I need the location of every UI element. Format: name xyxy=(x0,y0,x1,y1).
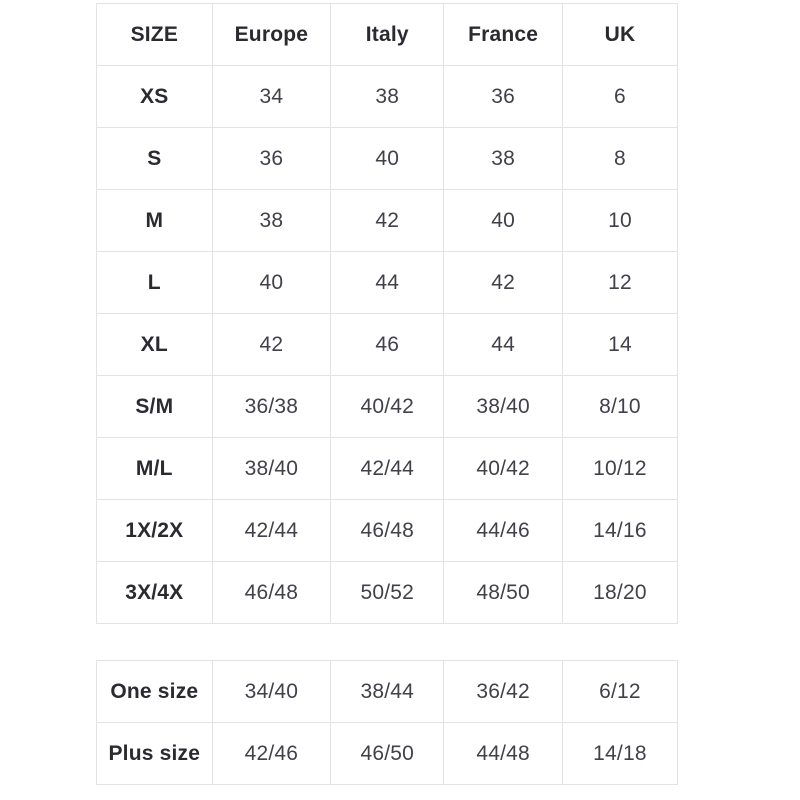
size-value: 38 xyxy=(331,66,444,128)
table-row xyxy=(97,723,678,785)
size-value: 44 xyxy=(444,314,563,376)
header-row xyxy=(97,4,678,66)
size-label: 1X/2X xyxy=(97,500,213,562)
size-value: 46/50 xyxy=(331,723,444,785)
size-value: 18/20 xyxy=(562,562,677,624)
size-value: 40 xyxy=(331,128,444,190)
size-value: 36/38 xyxy=(212,376,331,438)
column-header-europe: Europe xyxy=(212,4,331,66)
table-row xyxy=(97,438,678,500)
table-row xyxy=(97,376,678,438)
size-value: 36 xyxy=(444,66,563,128)
size-value: 44 xyxy=(331,252,444,314)
table-row xyxy=(97,314,678,376)
size-value: 8 xyxy=(562,128,677,190)
size-value: 38/40 xyxy=(212,438,331,500)
size-value: 42 xyxy=(444,252,563,314)
size-value: 38/44 xyxy=(331,661,444,723)
size-value: 14 xyxy=(562,314,677,376)
size-label: Plus size xyxy=(97,723,213,785)
size-conversion-chart xyxy=(96,3,678,785)
size-value: 14/16 xyxy=(562,500,677,562)
size-label: M xyxy=(97,190,213,252)
size-value: 38 xyxy=(212,190,331,252)
size-label: 3X/4X xyxy=(97,562,213,624)
size-label: M/L xyxy=(97,438,213,500)
column-header-uk: UK xyxy=(562,4,677,66)
size-value: 42/44 xyxy=(212,500,331,562)
size-value: 6 xyxy=(562,66,677,128)
size-label: L xyxy=(97,252,213,314)
size-value: 38/40 xyxy=(444,376,563,438)
column-header-size: SIZE xyxy=(97,4,213,66)
table-row xyxy=(97,562,678,624)
size-value: 40 xyxy=(444,190,563,252)
extra-size-table xyxy=(96,660,678,785)
size-value: 42/46 xyxy=(212,723,331,785)
size-value: 46 xyxy=(331,314,444,376)
size-value: 10 xyxy=(562,190,677,252)
size-value: 46/48 xyxy=(331,500,444,562)
table-row xyxy=(97,66,678,128)
table-row xyxy=(97,128,678,190)
size-value: 44/48 xyxy=(444,723,563,785)
size-value: 42 xyxy=(331,190,444,252)
size-value: 8/10 xyxy=(562,376,677,438)
size-value: 38 xyxy=(444,128,563,190)
size-value: 50/52 xyxy=(331,562,444,624)
size-value: 34 xyxy=(212,66,331,128)
size-value: 12 xyxy=(562,252,677,314)
column-header-france: France xyxy=(444,4,563,66)
size-value: 6/12 xyxy=(562,661,677,723)
size-label: S/M xyxy=(97,376,213,438)
size-label: S xyxy=(97,128,213,190)
size-value: 44/46 xyxy=(444,500,563,562)
table-row xyxy=(97,500,678,562)
size-value: 40/42 xyxy=(444,438,563,500)
size-value: 42/44 xyxy=(331,438,444,500)
size-value: 34/40 xyxy=(212,661,331,723)
table-row xyxy=(97,661,678,723)
size-value: 14/18 xyxy=(562,723,677,785)
size-label: One size xyxy=(97,661,213,723)
table-row xyxy=(97,252,678,314)
size-value: 10/12 xyxy=(562,438,677,500)
size-value: 48/50 xyxy=(444,562,563,624)
size-value: 40/42 xyxy=(331,376,444,438)
size-value: 36/42 xyxy=(444,661,563,723)
main-size-table xyxy=(96,3,678,624)
column-header-italy: Italy xyxy=(331,4,444,66)
size-label: XL xyxy=(97,314,213,376)
table-row xyxy=(97,190,678,252)
size-value: 46/48 xyxy=(212,562,331,624)
size-value: 40 xyxy=(212,252,331,314)
size-value: 36 xyxy=(212,128,331,190)
size-value: 42 xyxy=(212,314,331,376)
size-label: XS xyxy=(97,66,213,128)
